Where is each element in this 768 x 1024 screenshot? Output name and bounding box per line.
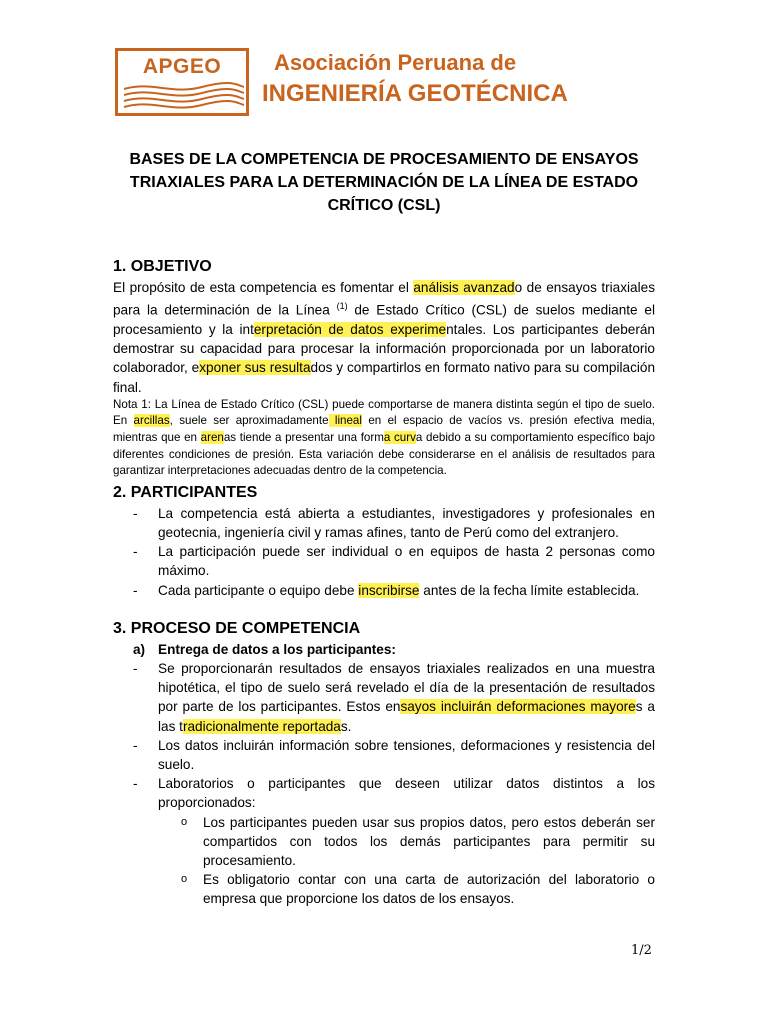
- logo-text: APGEO: [142, 55, 222, 78]
- section-heading-objetivo: 1. OBJETIVO: [113, 258, 212, 275]
- highlight: aren: [200, 430, 224, 444]
- dash-bullet: -: [133, 660, 138, 676]
- highlight: erpretación de datos experime: [253, 321, 447, 337]
- highlight: radicionalmente reportada: [182, 718, 341, 734]
- list-item-text: Los datos incluirán información sobre tensiones, deformaciones y resistencia del suelo.: [158, 737, 655, 772]
- sublist-item: [113, 813, 655, 871]
- text-run: de Estado Crítico (CSL) de suelos mediante el procesamiento y la int: [113, 302, 655, 337]
- list-item: [113, 542, 655, 580]
- dash-bullet: -: [133, 737, 138, 753]
- text-run: o de ensayos triaxiales para la determinación de la Línea: [113, 280, 655, 318]
- document-body: [113, 256, 655, 909]
- footnote-ref: (1): [336, 301, 348, 312]
- note-paragraph: [113, 397, 655, 480]
- dash-bullet: -: [133, 582, 138, 598]
- text-run: Se proporcionarán resultados de ensayos triaxiales realizados en una muestra hipotética, el tipo de suelo será revelado el día de la presentación de resultados por parte de los participantes. Estos en: [158, 660, 655, 715]
- circle-bullet: o: [181, 815, 188, 828]
- list-item: [113, 736, 655, 774]
- highlight: inscribirse: [358, 582, 420, 598]
- text-run: Nota 1: La Línea de Estado Crítico (CSL) puede comportarse de manera distinta según el tipo de suelo. En: [113, 397, 655, 428]
- text-run: , suele ser aproximadamente: [169, 414, 329, 428]
- highlight: sayos incluirán deformaciones mayore: [400, 699, 636, 715]
- highlight: análisis avanzad: [413, 280, 515, 295]
- org-name-line1: Asociación Peruana de: [274, 50, 517, 75]
- section-heading-proceso: 3. PROCESO DE COMPETENCIA: [113, 619, 361, 637]
- section-heading-participantes: 2. PARTICIPANTES: [113, 483, 258, 501]
- logo-waves-icon: [122, 81, 246, 113]
- objective-paragraph: [113, 278, 655, 397]
- text-run: Cada participante o equipo debe: [158, 582, 359, 598]
- text-run: ntales. Los participantes deberán demostrar su capacidad para procesar la información proporcionada por un laboratorio colaborador, e: [113, 321, 655, 376]
- subheading-text: Entrega de datos a los participantes:: [158, 641, 396, 657]
- text-run: as tiende a presentar una form: [223, 430, 384, 444]
- highlight: arcillas: [133, 414, 170, 428]
- text-run: a debido a su comportamiento específico bajo diferentes condiciones de presión. Esta variación debe considerarse en el análisis de resultados para garantizar interpretaciones adecuadas dentro de la competencia.: [113, 430, 655, 478]
- list-item-text: La competencia está abierta a estudiantes, investigadores y profesionales en geotecnia, ingeniería civil y ramas afines, tanto de Perú como del extranjero.: [158, 505, 655, 540]
- text-run: en el espacio de vacíos vs. presión efectiva media, mientras que en: [113, 414, 656, 444]
- list-marker: a): [133, 641, 146, 657]
- highlight: lineal: [328, 414, 362, 428]
- sublist: [158, 813, 655, 909]
- org-name-line2: INGENIERÍA GEOTÉCNICA: [262, 80, 568, 107]
- text-run: s a las t: [158, 699, 655, 734]
- highlight: xponer sus resulta: [199, 360, 311, 376]
- dash-bullet: -: [133, 505, 138, 521]
- list-item-text: La participación puede ser individual o en equipos de hasta 2 personas como máximo.: [158, 544, 655, 579]
- text-run: dos y compartirlos en formato nativo para su compilación final.: [113, 360, 656, 395]
- sublist-item: [113, 870, 655, 908]
- process-list: [113, 659, 655, 909]
- list-item: [113, 659, 655, 736]
- list-item-text: Laboratorios o participantes que deseen utilizar datos distintos a los proporcionados:: [158, 776, 655, 811]
- subheading-entrega: [113, 640, 655, 659]
- text-run: s.: [340, 718, 352, 734]
- dash-bullet: -: [133, 776, 138, 792]
- list-item: [113, 504, 655, 542]
- dash-bullet: -: [133, 544, 138, 560]
- circle-bullet: o: [181, 873, 188, 886]
- list-item: [113, 774, 655, 908]
- document-title: BASES DE LA COMPETENCIA DE PROCESAMIENTO DE ENSAYOS TRIAXIALES PARA LA DETERMINACIÓN DE LA LÍNEA DE ESTADO CRÍTICO (CSL): [129, 151, 639, 214]
- apgeo-logo: [115, 48, 249, 116]
- sublist-item-text: Es obligatorio contar con una carta de autorización del laboratorio o empresa que proporcione los datos de los ensayos.: [203, 872, 655, 907]
- participants-list: [113, 504, 655, 600]
- list-item: [113, 581, 655, 600]
- text-run: El propósito de esta competencia es fomentar el: [113, 280, 414, 295]
- highlight: a curv: [383, 430, 416, 444]
- sublist-item-text: Los participantes pueden usar sus propios datos, pero estos deberán ser compartidos con todos los demás participantes para permitir su procesamiento.: [203, 814, 655, 868]
- text-run: antes de la fecha límite establecida.: [419, 582, 640, 598]
- page-number: 1/2: [631, 943, 652, 958]
